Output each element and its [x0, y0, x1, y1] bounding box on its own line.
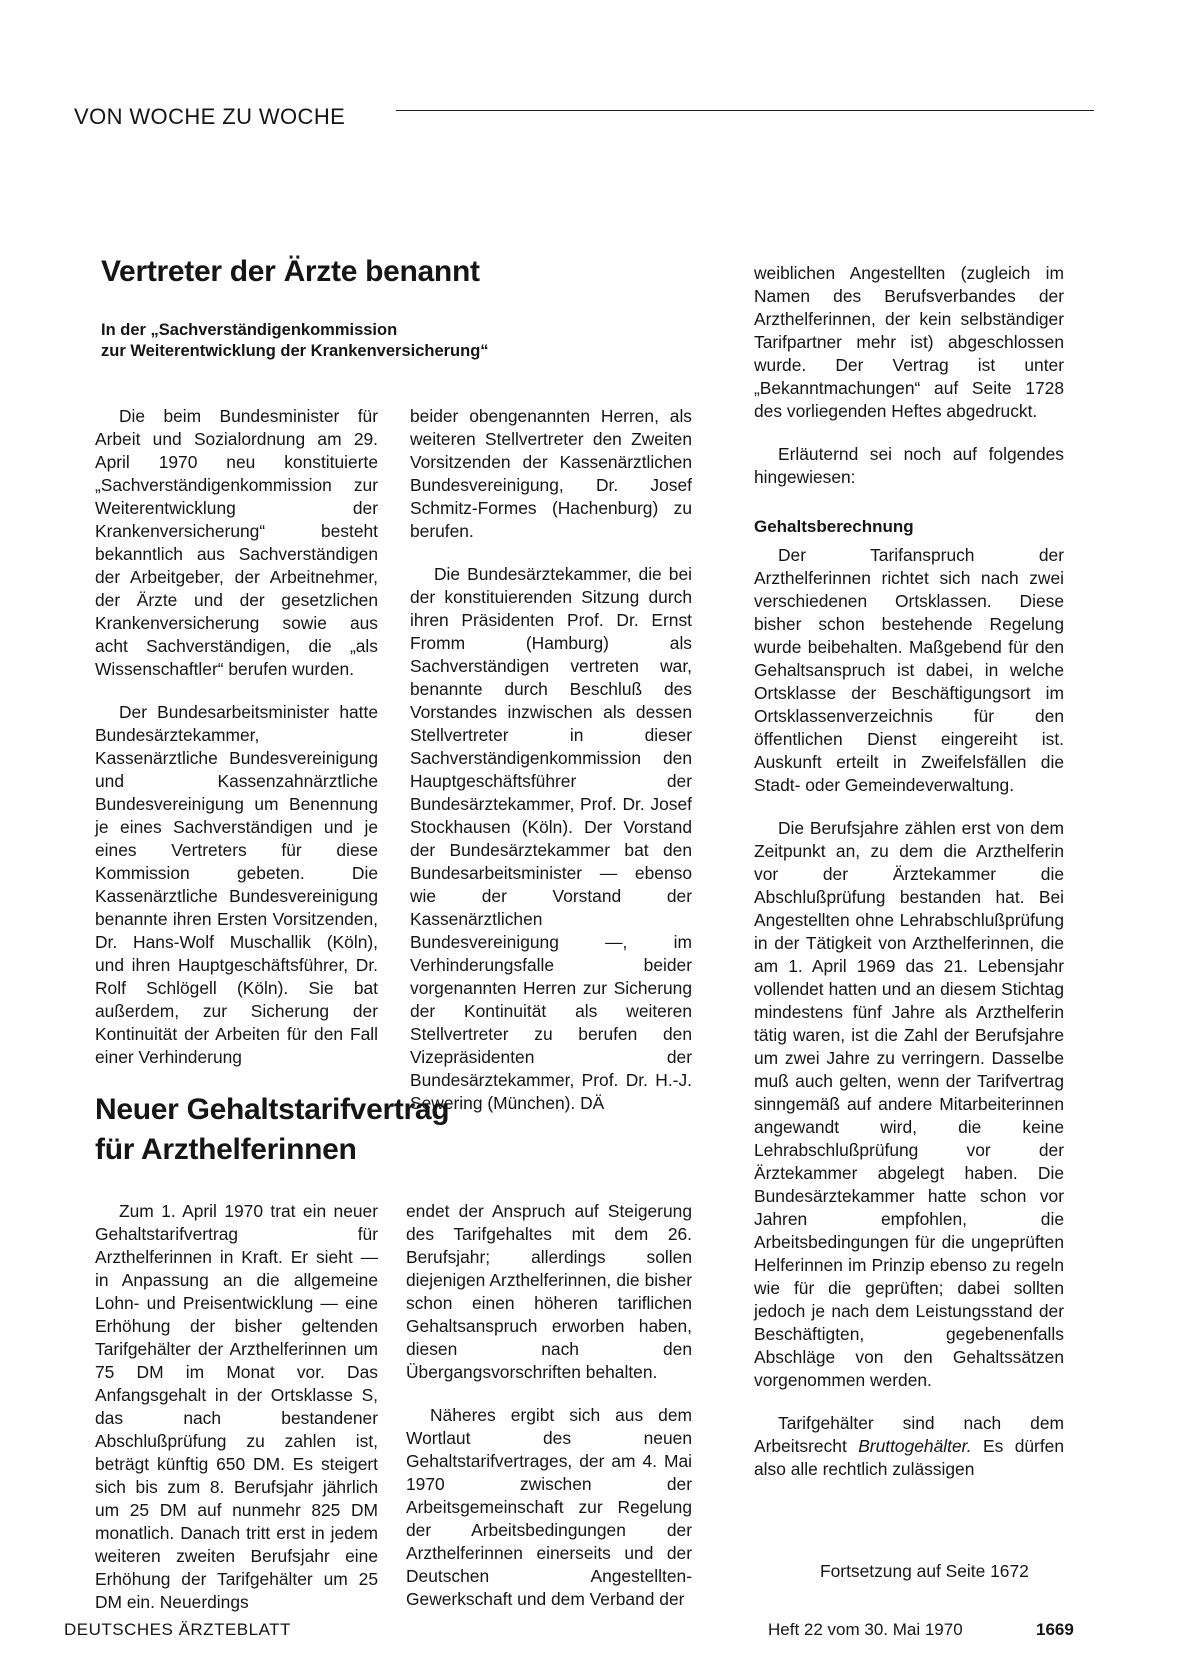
issue-info: Heft 22 vom 30. Mai 1970	[768, 1620, 963, 1639]
article2-title-line2: für Arzthelferinnen	[95, 1133, 357, 1166]
article1-column-2	[410, 405, 692, 1135]
article2-paragraph	[754, 1412, 1064, 1481]
section-label: VON WOCHE ZU WOCHE	[74, 104, 346, 129]
header-rule	[396, 110, 1094, 111]
article2-title	[95, 1090, 449, 1170]
publication-name: DEUTSCHES ÄRZTEBLATT	[64, 1620, 291, 1639]
article1-column-1	[95, 405, 378, 1089]
article2-column-3	[754, 262, 1064, 1501]
article2-column-1	[95, 1200, 378, 1634]
article1-subtitle	[101, 320, 489, 362]
article1-paragraph: Die beim Bundesminister für Arbeit und Sozialordnung am 29. April 1970 neu konstituierte „Sachverständigenkommission zur Weiterentwicklung der Krankenversicherung“ besteht bekanntlich aus Sachverständigen der Arbeitgeber, der Arbeitnehmer, der Ärzte und der gesetzlichen Krankenversicherung sowie aus acht Sachverständigen, die „als Wissenschaftler“ berufen wurden.	[95, 406, 378, 679]
article2-paragraph: weiblichen Angestellten (zugleich im Namen des Berufsverbandes der Arzthelferinnen, der kein selbständiger Tarifpartner mehr ist) abgeschlossen wurde. Der Vertrag ist unter „Bekanntmachungen“ auf Seite 1728 des vorliegenden Heftes abgedruckt.	[754, 263, 1064, 421]
article1-subtitle-line1: In der „Sachverständigenkommission	[101, 321, 398, 339]
article2-paragraph: Der Tarifanspruch der Arzthelferinnen richtet sich nach zwei verschiedenen Ortsklassen. Diese bisher schon bestehende Regelung wurde beibehalten. Maßgebend für den Gehaltsanspruch ist dabei, in welche Ortsklasse der Beschäftigungsort im Ortsklassenverzeichnis für den öffentlichen Dienst eingereiht ist. Auskunft erteilt in Zweifelsfällen die Stadt- oder Gemeindeverwaltung.	[754, 545, 1064, 795]
article2-paragraph: Näheres ergibt sich aus dem Wortlaut des neuen Gehaltstarifvertrages, der am 4. Mai 1970 zwischen der Arbeitsgemeinschaft zur Regelung der Arbeitsbedingungen der Arzthelferinnen einerseits und der Deutschen Angestellten-Gewerkschaft und dem Verband der	[406, 1405, 692, 1609]
p5-start: Tarifgehälter sind nach dem Arbeitsrecht	[754, 1413, 1064, 1456]
article2-column-2	[406, 1200, 692, 1631]
p5-end: Es dürfen also alle rechtlich zulässigen	[754, 1436, 1064, 1479]
article2-title-line1: Neuer Gehaltstarifvertrag	[95, 1093, 450, 1126]
article1-paragraph: beider obengenannten Herren, als weiteren Stellvertreter den Zweiten Vorsitzenden der Kassenärztlichen Bundesvereinigung, Dr. Josef Schmitz-Formes (Hachenburg) zu berufen.	[410, 406, 692, 541]
article2-paragraph: Die Berufsjahre zählen erst von dem Zeitpunkt an, zu dem die Arzthelferin vor der Ärztekammer die Abschlußprüfung bestanden hat. Bei Angestellten ohne Lehrabschlußprüfung in der Tätigkeit von Arzthelferinnen, die am 1. April 1969 das 21. Lebensjahr vollendet hatten und an diesem Stichtag mindestens fünf Jahre als Arzthelferin tätig waren, ist die Zahl der Berufsjahre um zwei Jahre zu verringern. Dasselbe muß auch gelten, wenn der Tarifvertrag sinngemäß auf andere Mitarbeiterinnen angewandt wird, die keine Lehrabschlußprüfung vor der Ärztekammer abgelegt haben. Die Bundesärztekammer hatte schon vor Jahren empfohlen, die Arbeitsbedingungen für die ungeprüften Helferinnen im Prinzip ebenso zu regeln wie für die geprüften; dabei sollten jedoch je nach dem Leistungsstand der Beschäftigten, gegebenenfalls Abschläge von den Gehaltssätzen vorgenommen werden.	[754, 818, 1064, 1390]
p5-emphasis: Bruttogehälter.	[858, 1436, 972, 1456]
page-number: 1669	[1036, 1620, 1074, 1639]
article2-paragraph: Erläuternd sei noch auf folgendes hingewiesen:	[754, 444, 1064, 487]
subheading-gehaltsberechnung: Gehaltsberechnung	[754, 517, 914, 536]
article1-paragraph: Der Bundesarbeitsminister hatte Bundesärztekammer, Kassenärztliche Bundesvereinigung und Kassenzahnärztliche Bundesvereinigung um Benennung je eines Sachverständigen und je eines Vertreters für diese Kommission gebeten. Die Kassenärztliche Bundesvereinigung benannte ihren Ersten Vorsitzenden, Dr. Hans-Wolf Muschallik (Köln), und ihren Hauptgeschäftsführer, Dr. Rolf Schlögell (Köln). Sie bat außerdem, zur Sicherung der Kontinuität der Arbeiten für den Fall einer Verhinderung	[95, 702, 378, 1067]
continuation-note: Fortsetzung auf Seite 1672	[820, 1561, 1029, 1581]
article1-paragraph: Die Bundesärztekammer, die bei der konstituierenden Sitzung durch ihren Präsidenten Prof. Dr. Ernst Fromm (Hamburg) als Sachverständigen vertreten war, benannte durch Beschluß des Vorstandes inzwischen als dessen Stellvertreter in dieser Sachverständigenkommission den Hauptgeschäftsführer der Bundesärztekammer, Prof. Dr. Josef Stockhausen (Köln). Der Vorstand der Bundesärztekammer bat den Bundesarbeitsminister — ebenso wie der Vorstand der Kassenärztlichen Bundesvereinigung —, im Verhinderungsfalle beider vorgenannten Herren zur Sicherung der Kontinuität als weiteren Stellvertreter zu berufen den Vizepräsidenten der Bundesärztekammer, Prof. Dr. H.-J. Sewering (München). DÄ	[410, 564, 692, 1113]
article2-paragraph: endet der Anspruch auf Steigerung des Tarifgehaltes mit dem 26. Berufsjahr; allerdings sollen diejenigen Arzthelferinnen, die bisher schon einen höheren tariflichen Gehaltsanspruch erworben haben, diesen nach den Übergangsvorschriften behalten.	[406, 1201, 692, 1382]
article1-subtitle-line2: zur Weiterentwicklung der Krankenversicherung“	[101, 342, 489, 360]
article2-paragraph: Zum 1. April 1970 trat ein neuer Gehaltstarifvertrag für Arzthelferinnen in Kraft. Er sieht — in Anpassung an die allgemeine Lohn- und Preisentwicklung — eine Erhöhung der bisher geltenden Tarifgehälter der Arzthelferinnen um 75 DM im Monat vor. Das Anfangsgehalt in der Ortsklasse S, das nach bestandener Abschlußprüfung zu zahlen ist, beträgt künftig 650 DM. Es steigert sich bis zum 8. Berufsjahr jährlich um 25 DM auf nunmehr 825 DM monatlich. Danach tritt erst in jedem weiteren zweiten Berufsjahr eine Erhöhung der Tarifgehälter um 25 DM ein. Neuerdings	[95, 1201, 378, 1612]
article1-title: Vertreter der Ärzte benannt	[101, 255, 480, 288]
